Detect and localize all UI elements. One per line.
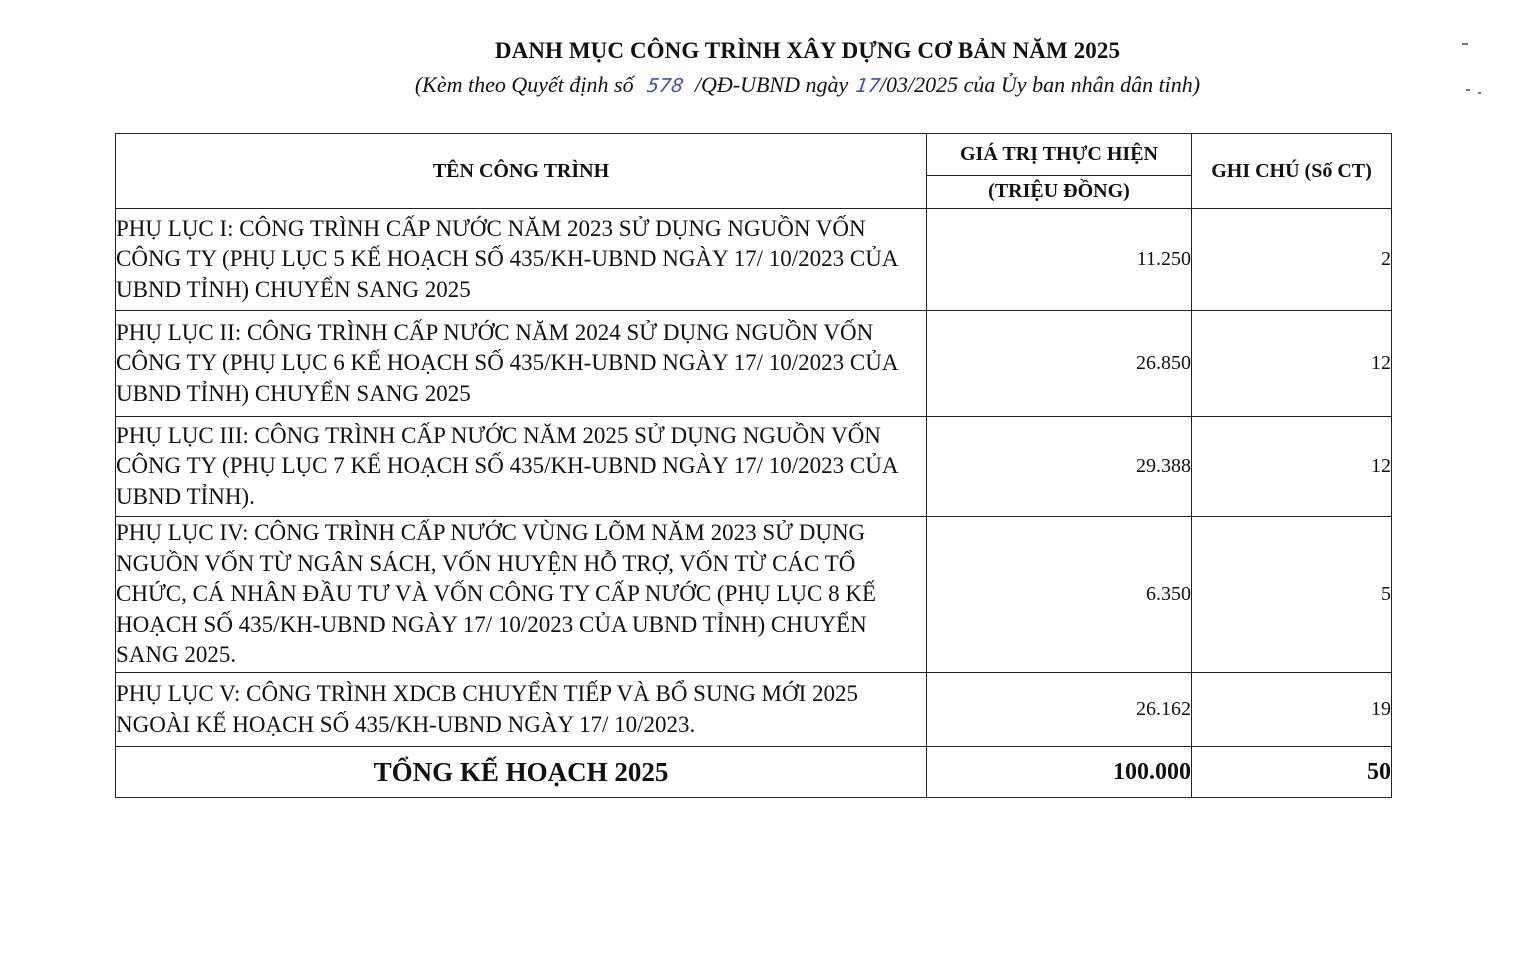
row-value: 26.162	[927, 673, 1192, 747]
table-row	[116, 517, 1392, 673]
row-value: 11.250	[927, 209, 1192, 311]
subtitle-middle: /QĐ-UBND ngày	[694, 72, 849, 97]
row-value: 26.850	[927, 311, 1192, 417]
row-name: PHỤ LỤC I: CÔNG TRÌNH CẤP NƯỚC NĂM 2023 SỬ DỤNG NGUỒN VỐN CÔNG TY (PHỤ LỤC 5 KẾ HOẠCH SỐ 435/KH-UBND NGÀY 17/ 10/2023 CỦA UBND TỈNH) CHUYỂN SANG 2025	[116, 209, 927, 311]
row-count: 12	[1192, 417, 1392, 517]
table-row	[116, 673, 1392, 747]
header-value-unit: (TRIỆU ĐỒNG)	[927, 175, 1192, 208]
subtitle-prefix: (Kèm theo Quyết định số	[414, 72, 634, 97]
construction-table	[115, 133, 1392, 798]
total-label: TỔNG KẾ HOẠCH 2025	[116, 747, 927, 798]
document-title: DANH MỤC CÔNG TRÌNH XÂY DỰNG CƠ BẢN NĂM 2025	[494, 38, 1121, 63]
total-value: 100.000	[927, 747, 1192, 798]
row-value: 29.388	[927, 417, 1192, 517]
scan-mark	[1466, 89, 1470, 91]
scan-mark	[1478, 92, 1481, 94]
table-row	[116, 311, 1392, 417]
table-row	[116, 209, 1392, 311]
header-name: TÊN CÔNG TRÌNH	[116, 134, 927, 209]
row-name: PHỤ LỤC IV: CÔNG TRÌNH CẤP NƯỚC VÙNG LÕM NĂM 2023 SỬ DỤNG NGUỒN VỐN TỪ NGÂN SÁCH, VỐN HUYỆN HỖ TRỢ, VỐN TỪ CÁC TỔ CHỨC, CÁ NHÂN ĐẦU TƯ VÀ VỐN CÔNG TY CẤP NƯỚC (PHỤ LỤC 8 KẾ HOẠCH SỐ 435/KH-UBND NGÀY 17/ 10/2023 CỦA UBND TỈNH) CHUYỂN SANG 2025.	[116, 517, 927, 673]
scan-mark	[1462, 43, 1468, 45]
row-count: 2	[1192, 209, 1392, 311]
subtitle-suffix: /03/2025 của Ủy ban nhân dân tỉnh)	[879, 72, 1201, 97]
document-subtitle	[0, 72, 1518, 98]
handwritten-decision-day: 17	[854, 75, 882, 97]
row-count: 5	[1192, 517, 1392, 673]
row-count: 12	[1192, 311, 1392, 417]
handwritten-decision-number: 578	[645, 75, 685, 97]
header-note: GHI CHÚ (Số CT)	[1192, 134, 1392, 209]
row-name: PHỤ LỤC II: CÔNG TRÌNH CẤP NƯỚC NĂM 2024 SỬ DỤNG NGUỒN VỐN CÔNG TY (PHỤ LỤC 6 KẾ HOẠCH SỐ 435/KH-UBND NGÀY 17/ 10/2023 CỦA UBND TỈNH) CHUYỂN SANG 2025	[116, 311, 927, 417]
header-value: GIÁ TRỊ THỰC HIỆN	[927, 134, 1192, 176]
row-name: PHỤ LỤC V: CÔNG TRÌNH XDCB CHUYỂN TIẾP VÀ BỔ SUNG MỚI 2025 NGOÀI KẾ HOẠCH SỐ 435/KH-UBND NGÀY 17/ 10/2023.	[116, 673, 927, 747]
total-count: 50	[1192, 747, 1392, 798]
total-row	[116, 747, 1392, 798]
table-row	[116, 417, 1392, 517]
row-value: 6.350	[927, 517, 1192, 673]
row-name: PHỤ LỤC III: CÔNG TRÌNH CẤP NƯỚC NĂM 2025 SỬ DỤNG NGUỒN VỐN CÔNG TY (PHỤ LỤC 7 KẾ HOẠCH SỐ 435/KH-UBND NGÀY 17/ 10/2023 CỦA UBND TỈNH).	[116, 417, 927, 517]
row-count: 19	[1192, 673, 1392, 747]
